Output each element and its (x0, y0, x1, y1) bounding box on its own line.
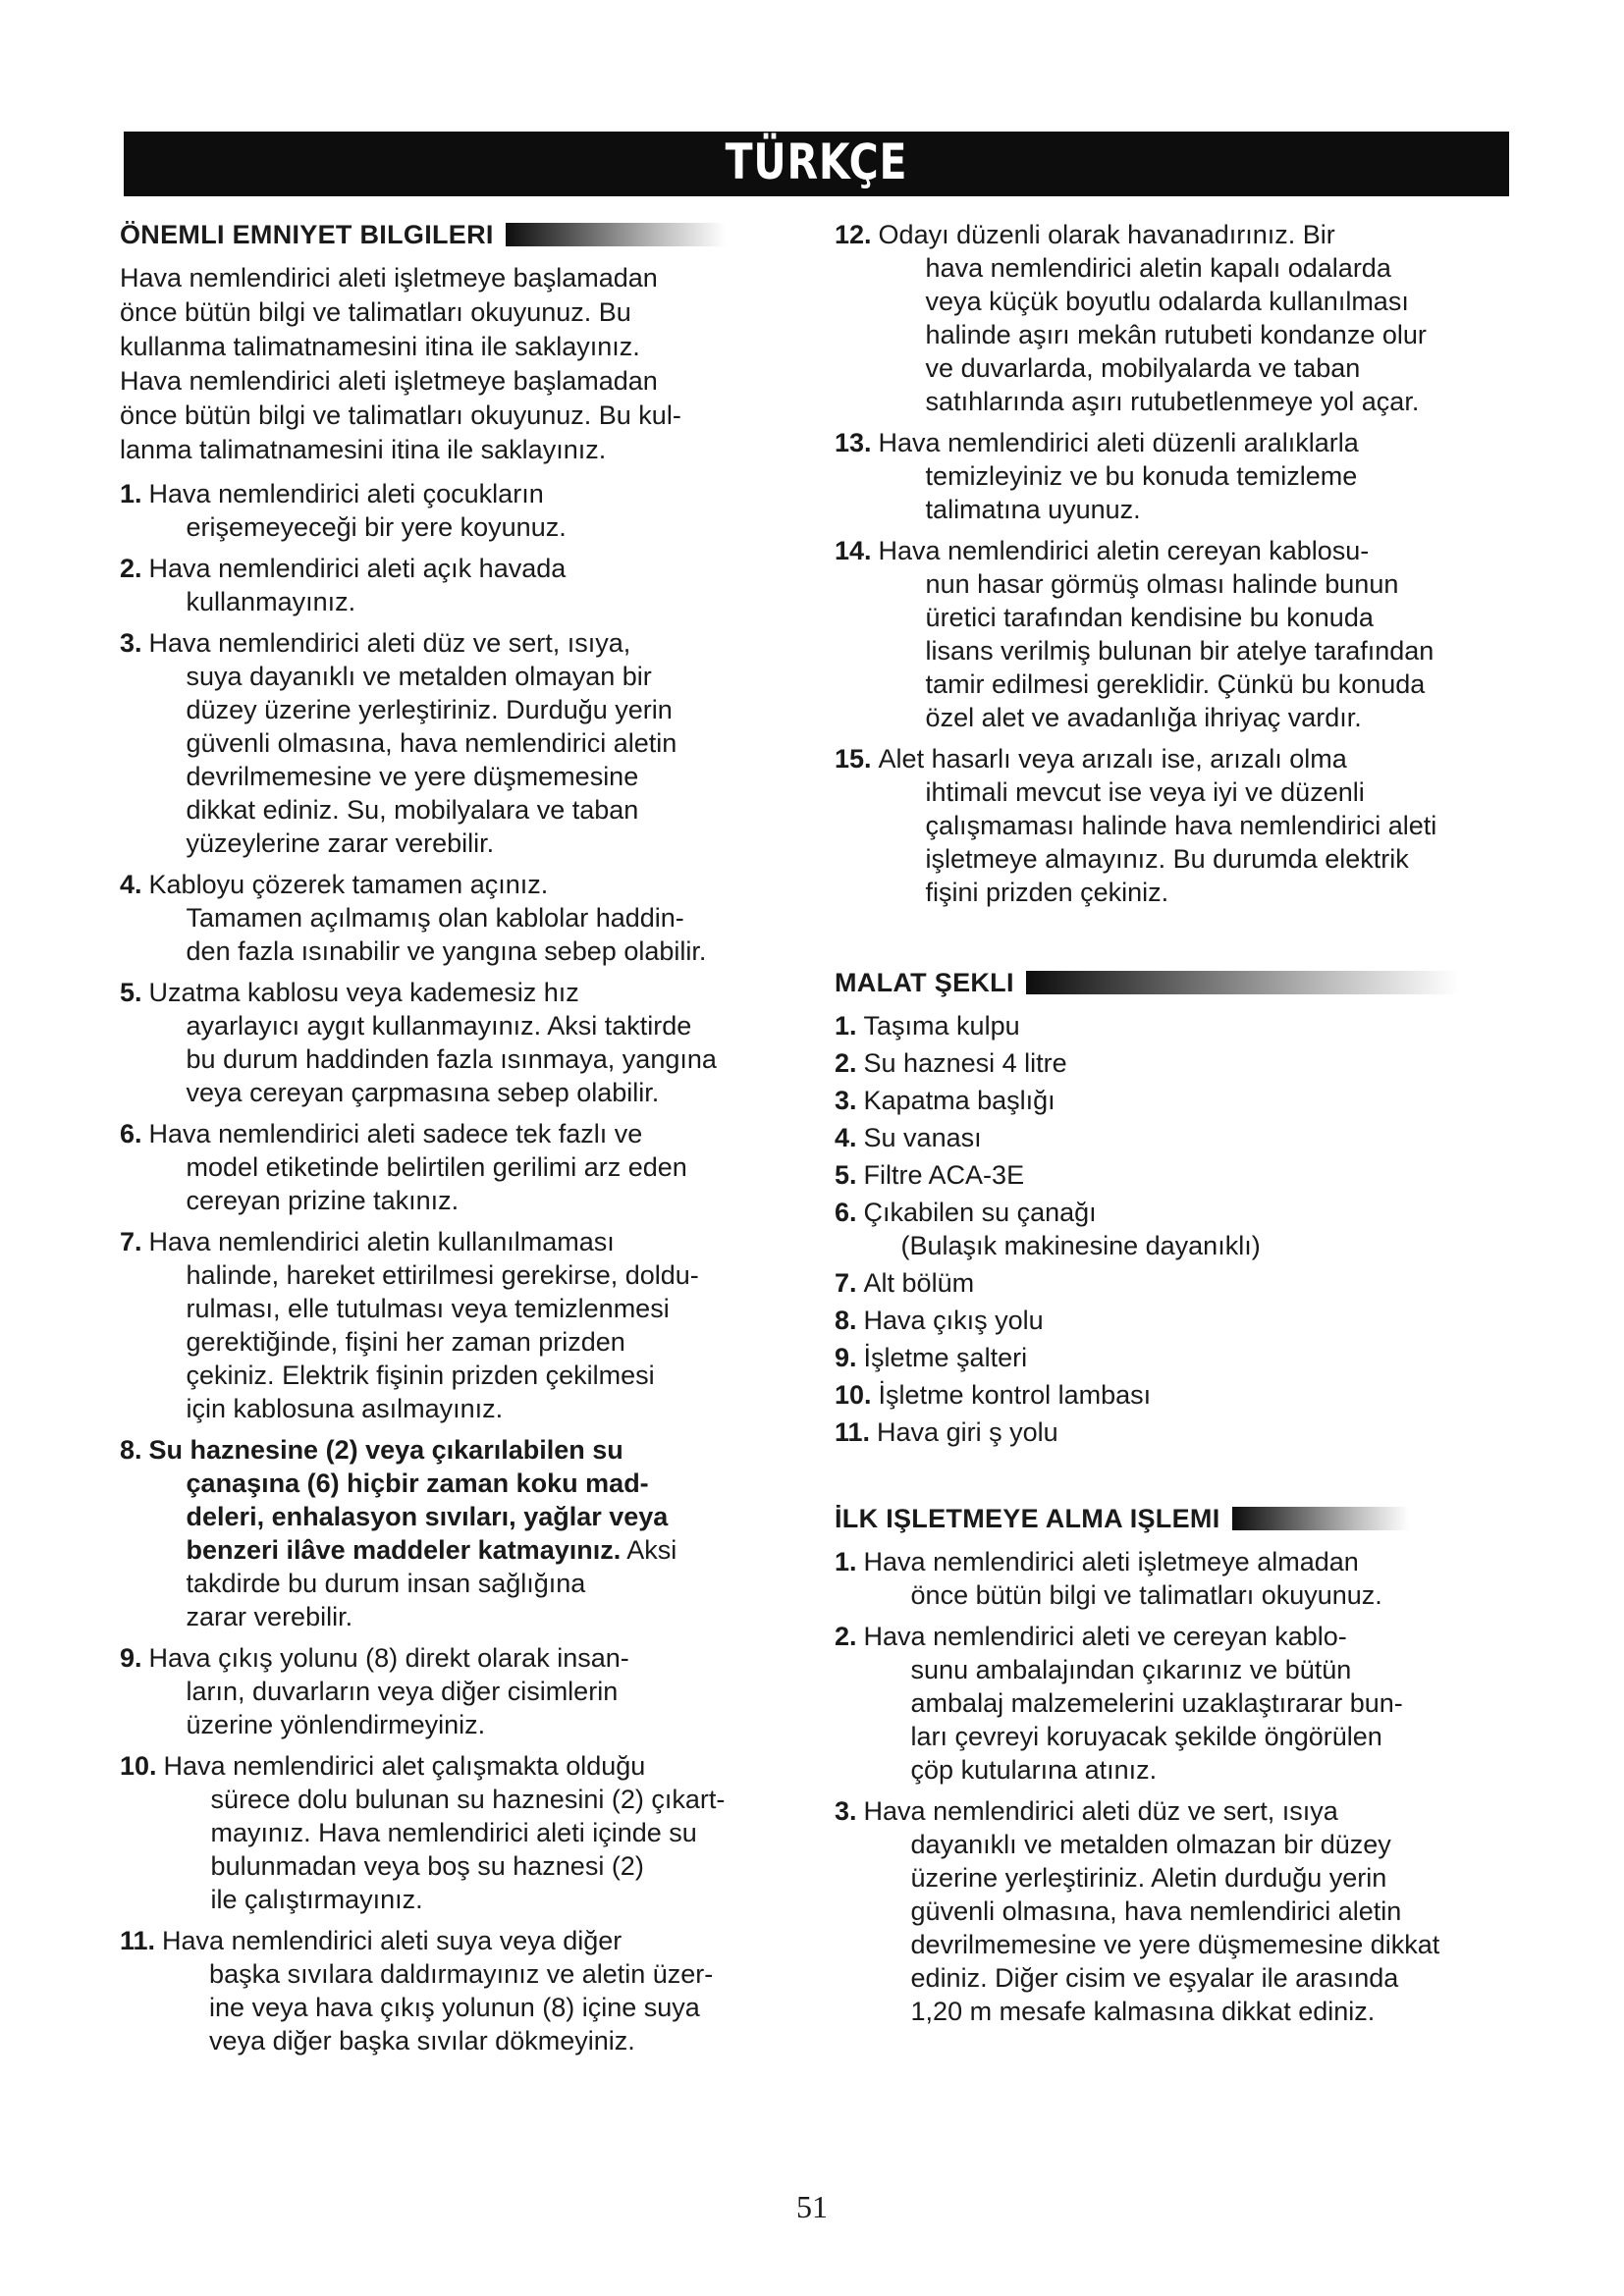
list-item (835, 1158, 1522, 1192)
item-line: Kabloyu çözerek tamamen açınız. (148, 870, 549, 899)
item-line: halinde, hareket ettirilmesi gerekirse, doldu- (186, 1260, 699, 1290)
item-line: Hava nemlendirici aleti düz ve sert, ısıya, (148, 628, 631, 658)
item-line: Hava nemlendirici aletin cereyan kablosu- (878, 536, 1370, 565)
list-item (835, 1084, 1522, 1117)
heading-gradient-bar (506, 223, 726, 246)
item-number: 4. (835, 1123, 857, 1152)
item-line: hava nemlendirici aletin kapalı odalarda (925, 253, 1391, 283)
intro-line: Hava nemlendirici aleti işletmeye başlamadan (120, 263, 658, 293)
item-line: Hava nemlendirici aleti sadece tek fazlı ve (148, 1119, 643, 1148)
item-line: Hava nemlendirici aletin kullanılmaması (148, 1227, 615, 1256)
list-item (120, 1641, 819, 1741)
item-line: üzerine yerleştiriniz. Aletin durduğu yerin (910, 1863, 1387, 1893)
item-number: 2. (120, 554, 142, 583)
item-number: 7. (120, 1227, 142, 1256)
intro-line: önce bütün bilgi ve talimatları okuyunuz. Bu (120, 297, 631, 327)
item-line: veya diğer başka sıvılar dökmeyiniz. (209, 2026, 635, 2056)
list-item (120, 552, 819, 618)
item-line: özel alet ve avadanlığa ihriyaç vardır. (925, 703, 1362, 732)
item-line: Alet hasarlı veya arızalı ise, arızalı olma (878, 744, 1347, 774)
section-heading-parts (835, 966, 1522, 999)
item-line: mayınız. Hava nemlendirici aleti içinde su (210, 1818, 697, 1847)
list-item (120, 1117, 819, 1217)
list-item (120, 1749, 819, 1916)
list-item (120, 477, 819, 544)
list-item (835, 1341, 1522, 1374)
item-number: 9. (120, 1643, 142, 1673)
intro-line: önce bütün bilgi ve talimatları okuyunuz. Bu kul- (120, 400, 681, 430)
item-line: gerektiğinde, fişini her zaman prizden (186, 1327, 625, 1357)
item-line: çekiniz. Elektrik fişinin prizden çekilmesi (186, 1361, 655, 1390)
item-number: 9. (835, 1343, 857, 1372)
item-line: Su vanası (863, 1123, 982, 1152)
item-line: (Bulaşık makinesine dayanıklı) (900, 1231, 1261, 1260)
item-number: 1. (120, 479, 142, 508)
item-line: takdirde bu durum insan sağlığına (186, 1569, 586, 1598)
item-line: Su haznesi 4 litre (863, 1048, 1067, 1078)
safety-list-continued (835, 218, 1522, 909)
item-line: veya cereyan çarpmasına sebep olabilir. (186, 1078, 660, 1107)
list-item (835, 1266, 1522, 1300)
item-line: yüzeylerine zarar verebilir. (186, 828, 495, 858)
item-line: fişini prizden çekiniz. (925, 878, 1169, 907)
item-line: Taşıma kulpu (863, 1011, 1020, 1041)
item-number: 2. (835, 1622, 857, 1651)
right-column (835, 218, 1522, 2036)
list-item (835, 534, 1522, 734)
item-line: halinde aşırı mekân rutubeti kondanze olur (925, 320, 1427, 349)
item-line: ine veya hava çıkış yolunun (8) içine suya (209, 1993, 700, 2022)
item-line: dayanıklı ve metalden olmazan bir düzey (910, 1830, 1391, 1859)
intro-paragraph (120, 261, 819, 467)
list-item (835, 742, 1522, 909)
item-number: 5. (120, 978, 142, 1007)
page-number: 51 (796, 2189, 828, 2224)
item-line: veya küçük boyutlu odalarda kullanılması (925, 287, 1409, 316)
list-item (835, 1415, 1522, 1449)
item-line: bulunmadan veya boş su haznesi (2) (210, 1851, 644, 1881)
intro-line: kullanma talimatnamesini itina ile saklayınız. (120, 332, 640, 361)
item-number: 7. (835, 1268, 857, 1298)
safety-list (120, 477, 819, 2057)
item-line: Hava nemlendirici aleti düz ve sert, ısıya (863, 1796, 1338, 1826)
list-item (120, 1924, 819, 2057)
item-line: devrilmemesine ve yere düşmemesine (186, 762, 639, 791)
item-line: Odayı düzenli olarak havanadırınız. Bir (878, 220, 1335, 249)
item-line: Hava nemlendirici alet çalışmakta olduğu (163, 1751, 646, 1781)
item-line: rulması, elle tutulması veya temizlenmesi (186, 1294, 670, 1323)
item-line: Alt bölüm (863, 1268, 975, 1298)
list-item (835, 1196, 1522, 1262)
item-line: İşletme şalteri (863, 1343, 1028, 1372)
item-number: 3. (835, 1086, 857, 1115)
item-line: Kapatma başlığı (863, 1086, 1056, 1115)
item-line: İşletme kontrol lambası (878, 1380, 1152, 1410)
item-line: Hava nemlendirici aleti işletmeye almadan (863, 1547, 1359, 1576)
item-number: 1. (835, 1547, 857, 1576)
item-line-bold: benzeri ilâve maddeler katmayınız. (186, 1535, 622, 1565)
item-line-bold: deleri, enhalasyon sıvıları, yağlar veya (186, 1502, 669, 1531)
item-line: işletmeye almayınız. Bu durumda elektrik (925, 844, 1409, 874)
item-line: den fazla ısınabilir ve yangına sebep olabilir. (186, 936, 707, 966)
list-item (120, 626, 819, 860)
item-line: zarar verebilir. (186, 1602, 353, 1631)
item-line: başka sıvılara daldırmayınız ve aletin üzer- (209, 1959, 714, 1989)
item-line: Filtre ACA-3E (863, 1160, 1025, 1190)
list-item (120, 868, 819, 968)
language-banner (124, 132, 1509, 196)
item-line: Uzatma kablosu veya kademesiz hız (148, 978, 579, 1007)
item-number: 10. (835, 1380, 872, 1410)
heading-gradient-bar (1026, 971, 1458, 994)
item-line: ları çevreyi koruyacak şekilde öngörülen (910, 1722, 1382, 1751)
item-line: Hava çıkış yolunu (8) direkt olarak insan- (148, 1643, 629, 1673)
item-line: model etiketinde belirtilen gerilimi arz eden (186, 1152, 687, 1182)
item-number: 15. (835, 744, 872, 774)
item-number: 10. (120, 1751, 157, 1781)
parts-heading-text: MALAT ŞEKLI (835, 967, 1014, 997)
item-number: 6. (120, 1119, 142, 1148)
heading-gradient-bar (1232, 1507, 1409, 1530)
item-line: talimatına uyunuz. (925, 495, 1141, 524)
item-number: 11. (835, 1417, 871, 1447)
item-line: dikkat ediniz. Su, mobilyalara ve taban (186, 795, 639, 825)
item-line: kullanmayınız. (186, 587, 356, 616)
item-number: 3. (120, 628, 142, 658)
item-line: Hava nemlendirici aleti düzenli aralıklarla (878, 428, 1359, 457)
item-line: Çıkabilen su çanağı (863, 1198, 1097, 1227)
item-line: ların, duvarların veya diğer cisimlerin (186, 1677, 619, 1706)
item-line: Hava nemlendirici aleti çocukların (148, 479, 544, 508)
item-line: Hava nemlendirici aleti ve cereyan kablo- (863, 1622, 1347, 1651)
item-number: 1. (835, 1011, 857, 1041)
item-line: sürece dolu bulunan su haznesini (2) çıkart- (210, 1785, 726, 1814)
item-line: ediniz. Diğer cisim ve eşyalar ile arasında (910, 1963, 1399, 1993)
startup-heading-text: İLK IŞLETMEYE ALMA IŞLEMI (835, 1503, 1220, 1533)
item-line: güvenli olmasına, hava nemlendirici aletin (910, 1896, 1402, 1926)
item-number: 6. (835, 1198, 857, 1227)
list-item (120, 1225, 819, 1425)
list-item (835, 426, 1522, 526)
item-line: suya dayanıklı ve metalden olmayan bir (186, 662, 652, 691)
item-line: devrilmemesine ve yere düşmemesine dikkat (910, 1930, 1440, 1959)
list-item (835, 1620, 1522, 1787)
item-number: 12. (835, 220, 872, 249)
list-item (835, 1304, 1522, 1337)
item-line: satıhlarında aşırı rutubetlenmeye yol açar. (925, 387, 1420, 416)
list-item (835, 218, 1522, 418)
item-number: 3. (835, 1796, 857, 1826)
item-line: ile çalıştırmayınız. (210, 1885, 423, 1914)
item-line: güvenli olmasına, hava nemlendirici aletin (186, 728, 677, 758)
item-line: üzerine yönlendirmeyiniz. (186, 1710, 486, 1739)
item-line: Tamamen açılmamış olan kablolar haddin- (186, 903, 684, 933)
item-line: ve duvarlarda, mobilyalarda ve taban (925, 353, 1361, 383)
item-number: 8. (120, 1435, 142, 1465)
section-heading-safety (120, 218, 819, 251)
parts-list (835, 1009, 1522, 1449)
item-number: 2. (835, 1048, 857, 1078)
item-line: cereyan prizine takınız. (186, 1186, 460, 1215)
item-line: üretici tarafından kendisine bu konuda (925, 603, 1374, 632)
list-item (835, 1794, 1522, 2028)
list-item (835, 1121, 1522, 1154)
startup-list (835, 1545, 1522, 2028)
list-item (835, 1046, 1522, 1080)
list-item (835, 1378, 1522, 1412)
item-line-bold: çanaşına (6) hiçbir zaman koku mad- (186, 1468, 649, 1498)
item-line-bold: Su haznesine (2) veya çıkarılabilen su (148, 1435, 623, 1465)
item-line: Hava nemlendirici aleti suya veya diğer (162, 1926, 623, 1955)
item-line: ambalaj malzemelerini uzaklaştırarar bun- (910, 1688, 1403, 1718)
item-line: önce bütün bilgi ve talimatları okuyunuz. (910, 1580, 1382, 1610)
section-heading-startup (835, 1502, 1522, 1535)
item-line: erişemeyeceği bir yere koyunuz. (186, 512, 567, 542)
item-line: Hava nemlendirici aleti açık havada (148, 554, 567, 583)
item-number: 4. (120, 870, 142, 899)
item-line: 1,20 m mesafe kalmasına dikkat ediniz. (910, 1997, 1376, 2026)
item-number: 5. (835, 1160, 857, 1190)
intro-line: Hava nemlendirici aleti işletmeye başlamadan (120, 366, 658, 396)
banner-title: TÜRKÇE (725, 133, 908, 190)
item-line: temizleyiniz ve bu konuda temizleme (925, 461, 1358, 491)
item-line: çalışmaması halinde hava nemlendirici aleti (925, 811, 1437, 840)
item-line: için kablosuna asılmayınız. (186, 1394, 504, 1423)
item-line: sunu ambalajından çıkarınız ve bütün (910, 1655, 1352, 1684)
item-line: düzey üzerine yerleştiriniz. Durduğu yerin (186, 695, 673, 724)
item-number: 8. (835, 1306, 857, 1335)
item-line: ayarlayıcı aygıt kullanmayınız. Aksi taktirde (186, 1011, 692, 1041)
item-line: ihtimali mevcut ise veya iyi ve düzenli (925, 777, 1365, 807)
item-line: lisans verilmiş bulunan bir atelye tarafından (925, 636, 1435, 666)
safety-heading-text: ÖNEMLI EMNIYET BILGILERI (120, 219, 494, 249)
list-item (835, 1545, 1522, 1612)
list-item (835, 1009, 1522, 1042)
left-column (120, 218, 819, 2065)
item-line: Hava çıkış yolu (863, 1306, 1044, 1335)
item-line: bu durum haddinden fazla ısınmaya, yangına (186, 1044, 717, 1074)
intro-line: lanma talimatnamesini itina ile saklayınız. (120, 435, 607, 464)
item-number: 11. (120, 1926, 156, 1955)
list-item (120, 1433, 819, 1633)
item-number: 14. (835, 536, 872, 565)
item-line: Hava giri ş yolu (877, 1417, 1058, 1447)
item-line: nun hasar görmüş olması halinde bunun (925, 569, 1399, 599)
item-line: tamir edilmesi gereklidir. Çünkü bu konuda (925, 669, 1426, 699)
item-line-tail: Aksi (621, 1535, 677, 1565)
item-line: çöp kutularına atınız. (910, 1755, 1158, 1785)
item-number: 13. (835, 428, 872, 457)
list-item (120, 976, 819, 1109)
